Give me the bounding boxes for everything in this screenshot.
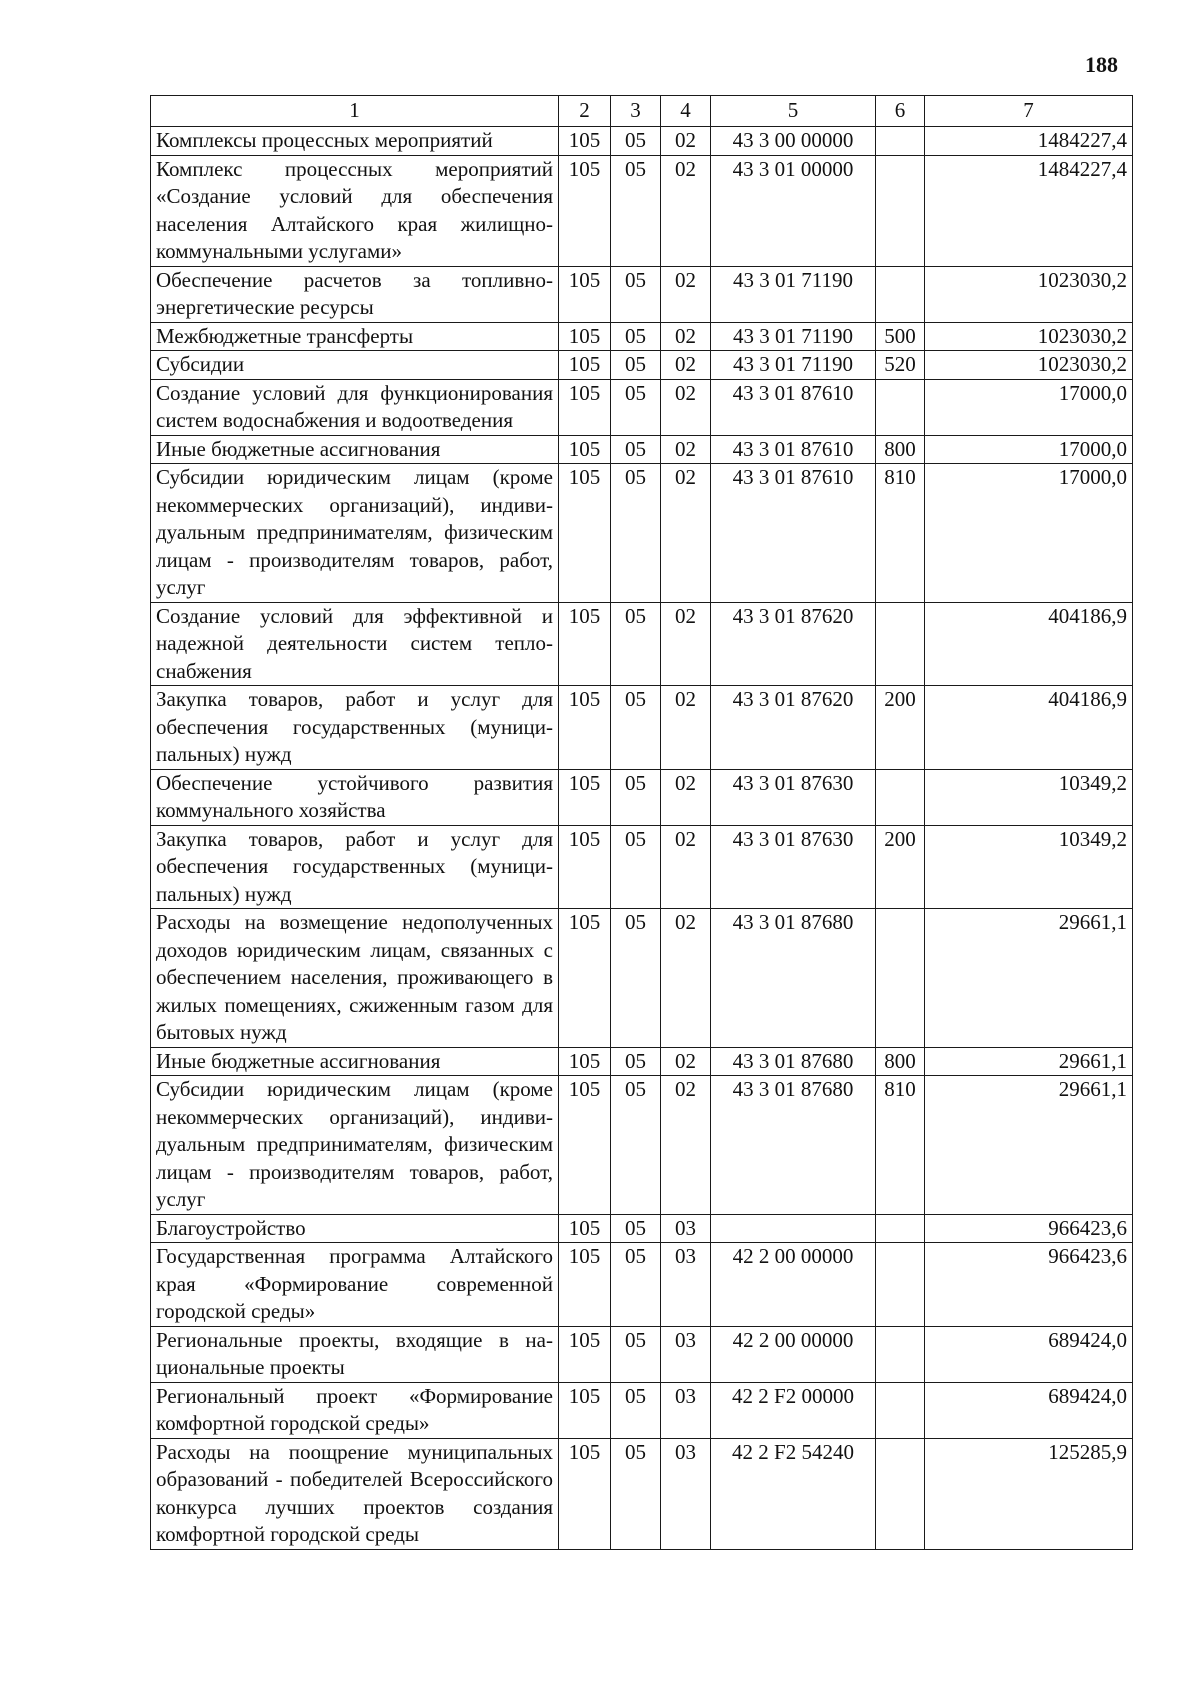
code-target-article-cell: 43 3 01 87680 (711, 1076, 876, 1215)
amount-cell: 29661,1 (925, 1076, 1133, 1215)
code-expense-type-cell (876, 1243, 925, 1327)
code-ministry-cell: 105 (559, 769, 611, 825)
item-name-cell: Благоустройство (151, 1214, 559, 1243)
code-section-cell: 05 (611, 127, 661, 156)
code-subsection-cell: 02 (661, 909, 711, 1048)
table-row (151, 155, 1133, 266)
table-row (151, 266, 1133, 322)
item-name-cell: Субсидии юридическим лицам (кроме некоммерческих организаций), индивидуальным предпринимателям, физическим лицам - производителям товаров, работ, услуг (151, 1076, 559, 1215)
column-header: 3 (611, 96, 661, 127)
code-subsection-cell: 03 (661, 1214, 711, 1243)
code-section-cell: 05 (611, 435, 661, 464)
code-target-article-cell: 43 3 01 00000 (711, 155, 876, 266)
code-ministry-cell: 105 (559, 1047, 611, 1076)
code-subsection-cell: 02 (661, 266, 711, 322)
budget-table (150, 95, 1133, 1550)
item-name-cell: Расходы на поощрение муниципальных образований - победителей Всероссийского конкурса лучших проектов создания комфортной городской среды (151, 1438, 559, 1549)
amount-cell: 966423,6 (925, 1243, 1133, 1327)
item-name-cell: Иные бюджетные ассигнования (151, 1047, 559, 1076)
code-subsection-cell: 02 (661, 435, 711, 464)
column-header: 1 (151, 96, 559, 127)
page-number: 188 (1085, 52, 1118, 77)
code-ministry-cell: 105 (559, 909, 611, 1048)
code-section-cell: 05 (611, 322, 661, 351)
table-row (151, 464, 1133, 603)
code-expense-type-cell: 500 (876, 322, 925, 351)
code-subsection-cell: 02 (661, 322, 711, 351)
item-name-cell: Обеспечение устойчивого развития коммунального хозяйства (151, 769, 559, 825)
code-section-cell: 05 (611, 602, 661, 686)
code-target-article-cell: 43 3 01 87620 (711, 686, 876, 770)
code-section-cell: 05 (611, 1326, 661, 1382)
code-expense-type-cell (876, 155, 925, 266)
amount-cell: 966423,6 (925, 1214, 1133, 1243)
table-row (151, 379, 1133, 435)
amount-cell: 17000,0 (925, 464, 1133, 603)
table-body (151, 127, 1133, 1550)
code-target-article-cell: 43 3 01 87630 (711, 825, 876, 909)
code-expense-type-cell: 800 (876, 1047, 925, 1076)
table-row (151, 1243, 1133, 1327)
amount-cell: 404186,9 (925, 686, 1133, 770)
item-name-cell: Межбюджетные трансферты (151, 322, 559, 351)
column-header: 5 (711, 96, 876, 127)
amount-cell: 10349,2 (925, 769, 1133, 825)
code-target-article-cell: 42 2 F2 54240 (711, 1438, 876, 1549)
code-target-article-cell: 43 3 01 71190 (711, 266, 876, 322)
code-section-cell: 05 (611, 266, 661, 322)
code-ministry-cell: 105 (559, 127, 611, 156)
item-name-cell: Закупка товаров, работ и услуг для обеспечения государственных (муниципальных) нужд (151, 686, 559, 770)
table-row (151, 909, 1133, 1048)
code-target-article-cell: 42 2 00 00000 (711, 1243, 876, 1327)
amount-cell: 404186,9 (925, 602, 1133, 686)
item-name-cell: Комплекс процессных мероприятий «Создание условий для обеспечения населения Алтайского края жилищно-коммунальными услугами» (151, 155, 559, 266)
amount-cell: 17000,0 (925, 435, 1133, 464)
code-section-cell: 05 (611, 686, 661, 770)
code-section-cell: 05 (611, 1438, 661, 1549)
code-section-cell: 05 (611, 1243, 661, 1327)
code-subsection-cell: 03 (661, 1243, 711, 1327)
code-section-cell: 05 (611, 1214, 661, 1243)
item-name-cell: Обеспечение расчетов за топливно-энергетические ресурсы (151, 266, 559, 322)
code-ministry-cell: 105 (559, 1243, 611, 1327)
code-section-cell: 05 (611, 909, 661, 1048)
table-row (151, 825, 1133, 909)
item-name-cell: Создание условий для функционирования систем водоснабжения и водоотведения (151, 379, 559, 435)
code-expense-type-cell (876, 909, 925, 1048)
code-subsection-cell: 02 (661, 464, 711, 603)
item-name-cell: Государственная программа Алтайского края «Формирование современной городской среды» (151, 1243, 559, 1327)
code-subsection-cell: 02 (661, 686, 711, 770)
table-row (151, 322, 1133, 351)
code-subsection-cell: 02 (661, 769, 711, 825)
item-name-cell: Региональные проекты, входящие в национальные проекты (151, 1326, 559, 1382)
code-expense-type-cell: 520 (876, 351, 925, 380)
code-ministry-cell: 105 (559, 1382, 611, 1438)
table-row (151, 1047, 1133, 1076)
code-expense-type-cell (876, 379, 925, 435)
code-target-article-cell: 42 2 00 00000 (711, 1326, 876, 1382)
code-ministry-cell: 105 (559, 322, 611, 351)
code-ministry-cell: 105 (559, 1326, 611, 1382)
code-expense-type-cell (876, 602, 925, 686)
code-ministry-cell: 105 (559, 155, 611, 266)
code-section-cell: 05 (611, 769, 661, 825)
code-section-cell: 05 (611, 1047, 661, 1076)
column-header: 6 (876, 96, 925, 127)
item-name-cell: Субсидии (151, 351, 559, 380)
code-subsection-cell: 03 (661, 1382, 711, 1438)
code-section-cell: 05 (611, 351, 661, 380)
code-section-cell: 05 (611, 825, 661, 909)
column-header: 4 (661, 96, 711, 127)
item-name-cell: Региональный проект «Формирование комфортной городской среды» (151, 1382, 559, 1438)
item-name-cell: Закупка товаров, работ и услуг для обеспечения государственных (муниципальных) нужд (151, 825, 559, 909)
code-expense-type-cell: 200 (876, 686, 925, 770)
table-row (151, 1326, 1133, 1382)
code-target-article-cell: 43 3 01 87630 (711, 769, 876, 825)
code-expense-type-cell: 810 (876, 464, 925, 603)
code-target-article-cell: 43 3 01 71190 (711, 322, 876, 351)
code-section-cell: 05 (611, 1382, 661, 1438)
code-target-article-cell: 43 3 01 87610 (711, 464, 876, 603)
code-subsection-cell: 03 (661, 1438, 711, 1549)
code-target-article-cell: 43 3 01 87680 (711, 909, 876, 1048)
column-header: 7 (925, 96, 1133, 127)
code-ministry-cell: 105 (559, 602, 611, 686)
code-ministry-cell: 105 (559, 825, 611, 909)
amount-cell: 29661,1 (925, 1047, 1133, 1076)
code-expense-type-cell (876, 1214, 925, 1243)
item-name-cell: Расходы на возмещение недополученных доходов юридическим лицам, связанных с обеспечением населения, проживающего в жилых помещениях, сжиженным газом для бытовых нужд (151, 909, 559, 1048)
code-expense-type-cell (876, 266, 925, 322)
code-ministry-cell: 105 (559, 1438, 611, 1549)
code-ministry-cell: 105 (559, 379, 611, 435)
amount-cell: 17000,0 (925, 379, 1133, 435)
code-expense-type-cell (876, 1438, 925, 1549)
code-ministry-cell: 105 (559, 266, 611, 322)
code-subsection-cell: 02 (661, 379, 711, 435)
code-expense-type-cell: 800 (876, 435, 925, 464)
amount-cell: 689424,0 (925, 1326, 1133, 1382)
code-target-article-cell: 42 2 F2 00000 (711, 1382, 876, 1438)
code-subsection-cell: 02 (661, 155, 711, 266)
code-ministry-cell: 105 (559, 351, 611, 380)
code-target-article-cell: 43 3 00 00000 (711, 127, 876, 156)
item-name-cell: Комплексы процессных мероприятий (151, 127, 559, 156)
code-target-article-cell: 43 3 01 87680 (711, 1047, 876, 1076)
amount-cell: 10349,2 (925, 825, 1133, 909)
item-name-cell: Субсидии юридическим лицам (кроме некоммерческих организаций), индивидуальным предпринимателям, физическим лицам - производителям товаров, работ, услуг (151, 464, 559, 603)
code-subsection-cell: 02 (661, 1047, 711, 1076)
code-expense-type-cell (876, 127, 925, 156)
amount-cell: 1023030,2 (925, 322, 1133, 351)
code-subsection-cell: 02 (661, 602, 711, 686)
column-header: 2 (559, 96, 611, 127)
amount-cell: 1484227,4 (925, 155, 1133, 266)
table-row (151, 1214, 1133, 1243)
code-target-article-cell (711, 1214, 876, 1243)
code-ministry-cell: 105 (559, 1076, 611, 1215)
amount-cell: 29661,1 (925, 909, 1133, 1048)
code-expense-type-cell: 810 (876, 1076, 925, 1215)
item-name-cell: Создание условий для эффективной и надежной деятельности систем теплоснабжения (151, 602, 559, 686)
code-section-cell: 05 (611, 1076, 661, 1215)
table-row (151, 686, 1133, 770)
code-expense-type-cell (876, 1382, 925, 1438)
code-expense-type-cell: 200 (876, 825, 925, 909)
table-row (151, 602, 1133, 686)
table-row (151, 769, 1133, 825)
table-row (151, 351, 1133, 380)
code-ministry-cell: 105 (559, 1214, 611, 1243)
code-target-article-cell: 43 3 01 71190 (711, 351, 876, 380)
code-ministry-cell: 105 (559, 435, 611, 464)
amount-cell: 1484227,4 (925, 127, 1133, 156)
amount-cell: 1023030,2 (925, 351, 1133, 380)
code-ministry-cell: 105 (559, 464, 611, 603)
code-section-cell: 05 (611, 155, 661, 266)
code-subsection-cell: 02 (661, 1076, 711, 1215)
code-section-cell: 05 (611, 379, 661, 435)
code-subsection-cell: 03 (661, 1326, 711, 1382)
code-subsection-cell: 02 (661, 127, 711, 156)
code-target-article-cell: 43 3 01 87610 (711, 379, 876, 435)
amount-cell: 689424,0 (925, 1382, 1133, 1438)
table-row (151, 127, 1133, 156)
amount-cell: 1023030,2 (925, 266, 1133, 322)
code-target-article-cell: 43 3 01 87620 (711, 602, 876, 686)
code-subsection-cell: 02 (661, 825, 711, 909)
table-row (151, 1382, 1133, 1438)
code-section-cell: 05 (611, 464, 661, 603)
table-row (151, 1438, 1133, 1549)
table-row (151, 1076, 1133, 1215)
code-expense-type-cell (876, 1326, 925, 1382)
code-target-article-cell: 43 3 01 87610 (711, 435, 876, 464)
table-row (151, 435, 1133, 464)
code-subsection-cell: 02 (661, 351, 711, 380)
item-name-cell: Иные бюджетные ассигнования (151, 435, 559, 464)
code-expense-type-cell (876, 769, 925, 825)
amount-cell: 125285,9 (925, 1438, 1133, 1549)
code-ministry-cell: 105 (559, 686, 611, 770)
header-row (151, 96, 1133, 127)
